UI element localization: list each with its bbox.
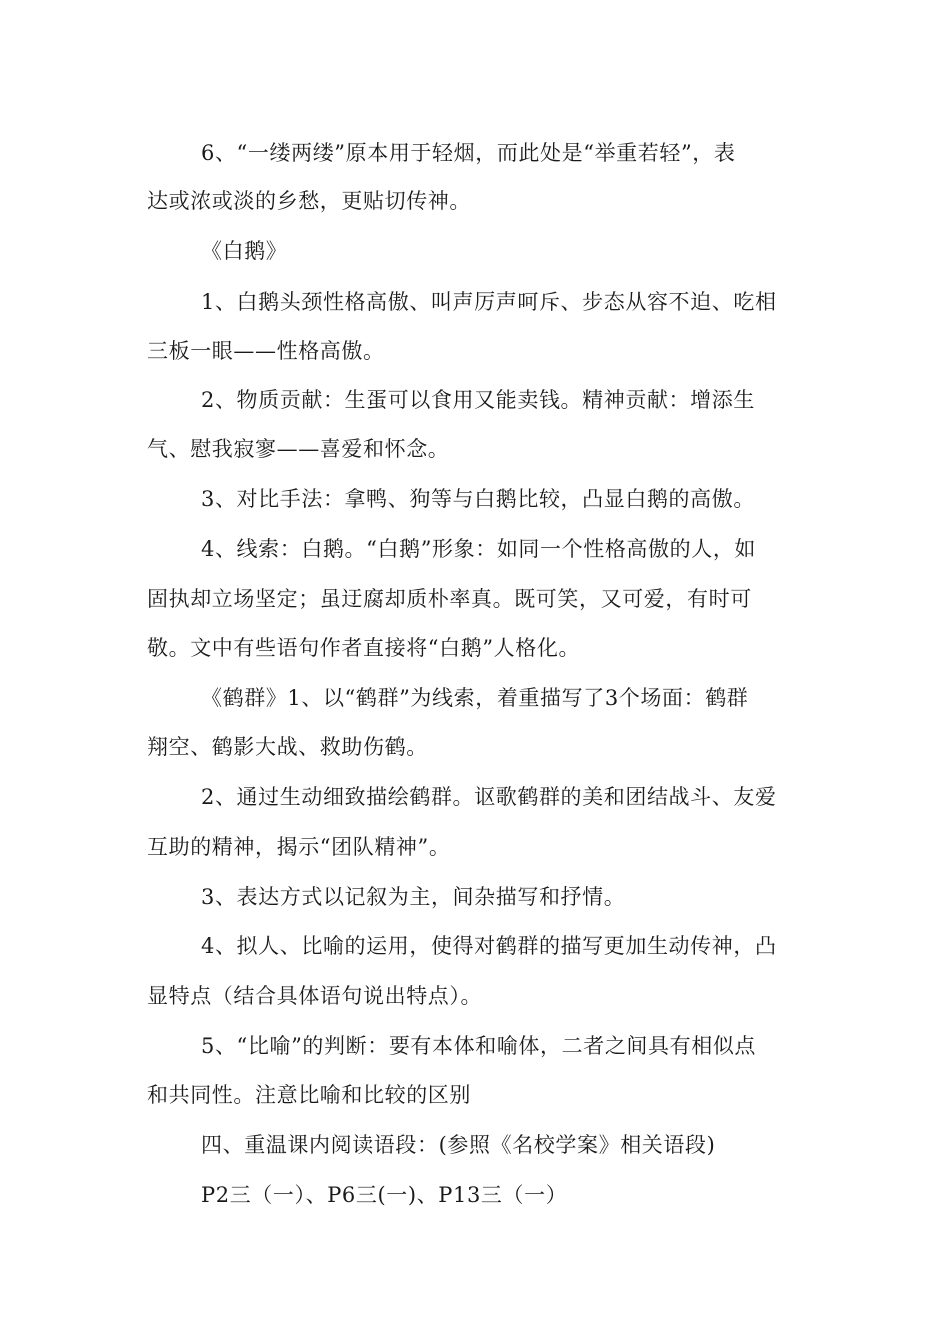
- paragraph-line: 达或浓或淡的乡愁，更贴切传神。: [147, 189, 471, 213]
- paragraph-line: 和共同性。注意比喻和比较的区别: [147, 1083, 471, 1107]
- paragraph-line: 《鹤群》1、以“鹤群”为线索，着重描写了3个场面：鹤群: [201, 686, 749, 710]
- paragraph-line: 3、表达方式以记叙为主，间杂描写和抒情。: [201, 885, 626, 909]
- paragraph-line: 6、“一缕两缕”原本用于轻烟，而此处是“举重若轻”，表: [201, 141, 736, 165]
- paragraph-line: 三板一眼——性格高傲。: [147, 339, 385, 363]
- paragraph-line: 气、慰我寂寥——喜爱和怀念。: [147, 437, 450, 461]
- paragraph-line: 2、物质贡献：生蛋可以食用又能卖钱。精神贡献：增添生: [201, 388, 755, 412]
- paragraph-line: 敬。文中有些语句作者直接将“白鹅”人格化。: [147, 636, 581, 660]
- paragraph-line: 翔空、鹤影大战、救助伤鹤。: [147, 735, 428, 759]
- paragraph-line: 5、“比喻”的判断：要有本体和喻体，二者之间具有相似点: [201, 1034, 757, 1058]
- paragraph-line: 1、白鹅头颈性格高傲、叫声厉声呵斥、步态从容不迫、吃相: [201, 290, 777, 314]
- paragraph-line: 显特点（结合具体语句说出特点）。: [147, 984, 483, 1008]
- paragraph-line: 3、对比手法：拿鸭、狗等与白鹅比较，凸显白鹅的高傲。: [201, 487, 755, 511]
- paragraph-line: 2、通过生动细致描绘鹤群。讴歌鹤群的美和团结战斗、友爱: [201, 785, 777, 809]
- paragraph-line: 4、线索：白鹅。“白鹅”形象：如同一个性格高傲的人，如: [201, 537, 757, 561]
- section-heading: 《白鹅》: [201, 239, 288, 263]
- paragraph-line: 互助的精神，揭示“团队精神”。: [147, 835, 451, 859]
- paragraph-line: 4、拟人、比喻的运用，使得对鹤群的描写更加生动传神，凸: [201, 934, 777, 958]
- paragraph-line: P2三（一）、P6三(一)、P13三（一）: [201, 1183, 568, 1207]
- paragraph-line: 固执却立场坚定；虽迂腐却质朴率真。既可笑，又可爱，有时可: [147, 587, 752, 611]
- section-heading: 四、重温课内阅读语段：(参照《名校学案》相关语段): [201, 1133, 716, 1157]
